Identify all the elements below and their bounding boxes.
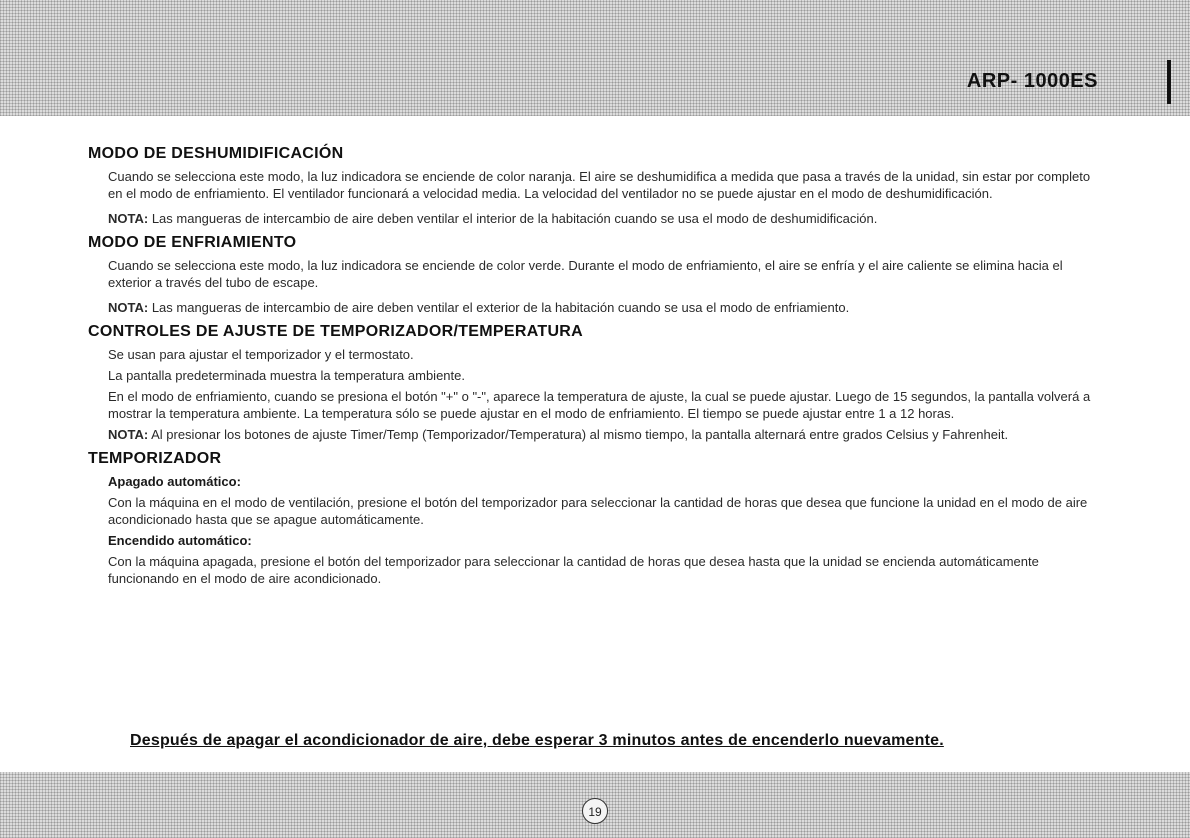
- cooling-text: Cuando se selecciona este modo, la luz indicadora se enciende de color verde. Durante el modo de enfriamiento, el aire se enfría y el aire caliente se elimina hacia el exterior a través del tubo de escape.: [108, 258, 1063, 290]
- restart-warning: Después de apagar el acondicionador de aire, debe esperar 3 minutos antes de encenderlo nuevamente.: [130, 732, 944, 749]
- section-title-cooling: MODO DE ENFRIAMIENTO: [88, 234, 297, 251]
- dehumidification-text: Cuando se selecciona este modo, la luz indicadora se enciende de color naranja. El aire se deshumidifica a medida que pasa a través de la unidad, sin estar por completo en el modo de enfriamiento. El ventilador funcionará a velocidad media. La velocidad del ventilador no se puede ajustar en el modo de deshumidificación.: [108, 169, 1091, 201]
- page-number: 19: [582, 798, 608, 824]
- section-title-dehumidification: MODO DE DESHUMIDIFICACIÓN: [88, 145, 344, 162]
- header-divider: [1167, 60, 1171, 104]
- section-title-controls: CONTROLES DE AJUSTE DE TEMPORIZADOR/TEMPERATURA: [88, 323, 584, 340]
- note-label: NOTA:: [108, 427, 149, 442]
- auto-off-text: Con la máquina en el modo de ventilación, presione el botón del temporizador para seleccionar la cantidad de horas que desea que funcione la unidad en el modo de aire acondicionado hasta que se apague automáticamente.: [108, 495, 1088, 527]
- cooling-note: [108, 299, 1100, 316]
- note-label: NOTA:: [108, 211, 149, 226]
- auto-off-title: Apagado automático:: [108, 474, 241, 489]
- note-label: NOTA:: [108, 300, 149, 315]
- header-band: [0, 0, 1190, 116]
- dehumidification-note: [108, 210, 1100, 227]
- page-content: [88, 144, 1100, 587]
- controls-note: [108, 426, 1100, 443]
- model-number: ARP- 1000ES: [966, 70, 1098, 92]
- note-text: Las mangueras de intercambio de aire deben ventilar el interior de la habitación cuando se usa el modo de deshumidificación.: [148, 211, 878, 226]
- controls-paragraph-3: En el modo de enfriamiento, cuando se presiona el botón "+" o "-", aparece la temperatura de ajuste, la cual se puede ajustar. Luego de 15 segundos, la pantalla volverá a mostrar la temperatura ambiente. La temperatura sólo se puede ajustar en el modo de enfriamiento. El tiempo se puede ajustar entre 1 a 12 horas.: [108, 389, 1091, 421]
- auto-on-text: Con la máquina apagada, presione el botón del temporizador para seleccionar la cantidad de horas que desea hasta que la unidad se encienda automáticamente funcionando en el modo de aire acondicionado.: [108, 554, 1039, 586]
- controls-paragraph-2: La pantalla predeterminada muestra la temperatura ambiente.: [108, 368, 465, 383]
- section-title-timer: TEMPORIZADOR: [88, 450, 222, 467]
- note-text: Al presionar los botones de ajuste Timer/Temp (Temporizador/Temperatura) al mismo tiempo, la pantalla alternará entre grados Celsius y Fahrenheit.: [148, 427, 1009, 442]
- auto-on-title: Encendido automático:: [108, 533, 252, 548]
- note-text: Las mangueras de intercambio de aire deben ventilar el exterior de la habitación cuando se usa el modo de enfriamiento.: [148, 300, 850, 315]
- controls-paragraph-1: Se usan para ajustar el temporizador y el termostato.: [108, 347, 414, 362]
